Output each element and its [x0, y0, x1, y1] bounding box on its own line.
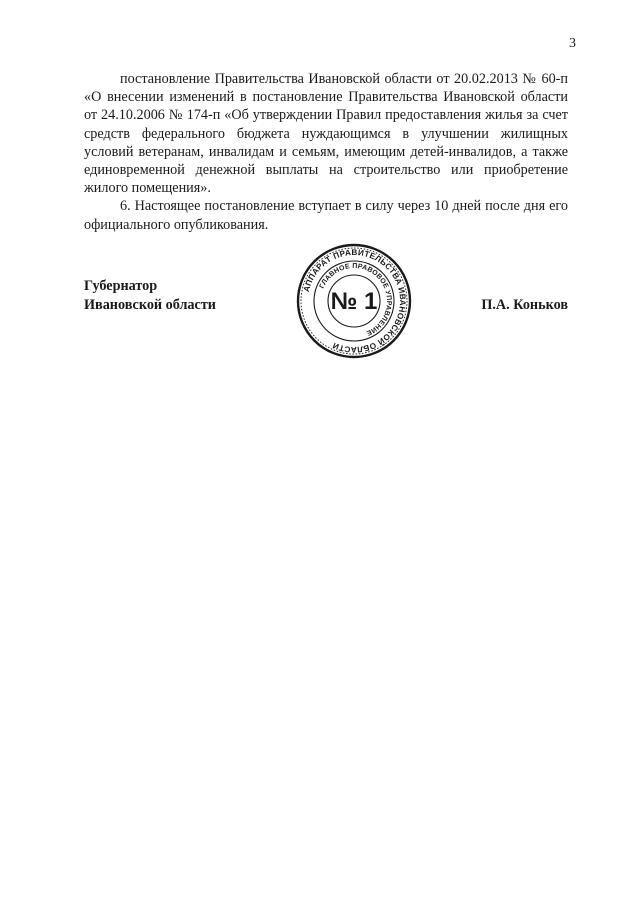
paragraph-item-6: 6. Настоящее постановление вступает в силу через 10 дней после дня его официального опубликования.	[84, 198, 568, 233]
signer-title-line2: Ивановской области	[84, 297, 216, 313]
seal-graphic	[296, 243, 412, 359]
official-seal	[296, 243, 412, 359]
signer-name: П.А. Коньков	[481, 297, 568, 313]
seal-inner-text: ГЛАВНОЕ ПРАВОВОЕ УПРАВЛЕНИЕ	[318, 262, 393, 337]
seal-outer-text: АППАРАТ ПРАВИТЕЛЬСТВА ИВАНОВСКОЙ ОБЛАСТИ	[301, 247, 408, 355]
signer-title	[84, 277, 216, 315]
seal-number: № 1	[330, 288, 378, 315]
document-body	[84, 70, 568, 234]
paragraph-continuation: постановление Правительства Ивановской области от 20.02.2013 № 60-п «О внесении изменений в постановление Правительства Ивановской области от 24.10.2006 № 174-п «Об утверждении Правил предоставления жилья за счет средств федерального бюджета нуждающимся в улучшении жилищных условий ветеранам, инвалидам и семьям, имеющим детей-инвалидов, а также единовременной денежной выплаты на строительство или приобретение жилого помещения».	[84, 71, 568, 197]
signer-title-line1: Губернатор	[84, 278, 158, 294]
page-number: 3	[569, 36, 576, 51]
